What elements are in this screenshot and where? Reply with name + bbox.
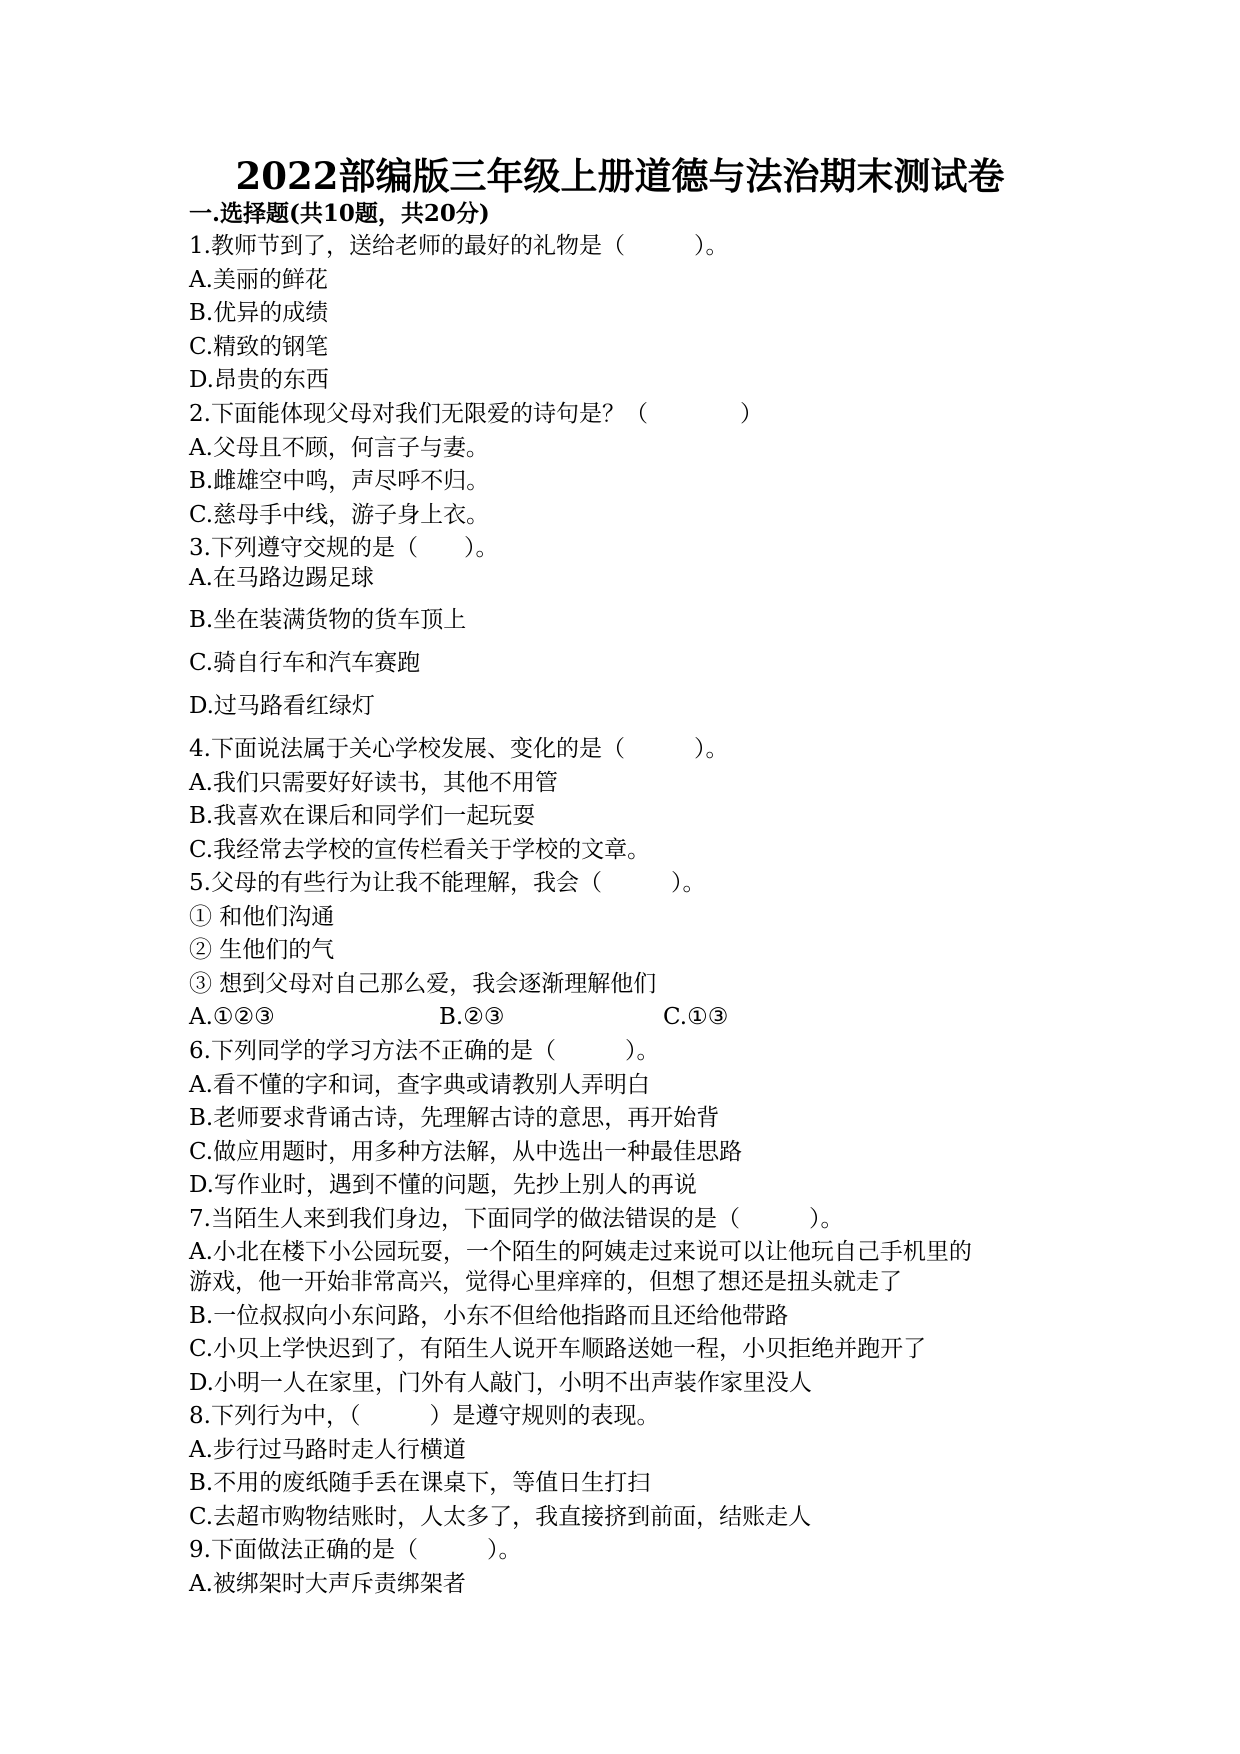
- question-6-stem: 6.下列同学的学习方法不正确的是（ ）。: [189, 1038, 660, 1064]
- question-8-option-b: B.不用的废纸随手丢在课桌下，等值日生打扫: [189, 1470, 651, 1496]
- question-6-option-d: D.写作业时，遇到不懂的问题，先抄上别人的再说: [189, 1172, 697, 1198]
- question-7-option-a-line-1: A.小北在楼下小公园玩耍，一个陌生的阿姨走过来说可以让他玩自己手机里的: [189, 1239, 972, 1265]
- question-5-option-c: C.①③: [663, 1004, 729, 1030]
- question-9-option-a: A.被绑架时大声斥责绑架者: [189, 1571, 466, 1597]
- question-6-option-a: A.看不懂的字和词，查字典或请教别人弄明白: [189, 1072, 650, 1098]
- question-2-option-a: A.父母且不顾，何言子与妻。: [189, 435, 489, 461]
- question-5-statement-2: ② 生他们的气: [189, 937, 335, 963]
- question-7-option-d: D.小明一人在家里，门外有人敲门，小明不出声装作家里没人: [189, 1370, 812, 1396]
- question-4-stem: 4.下面说法属于关心学校发展、变化的是（ ）。: [189, 736, 729, 762]
- question-3-option-d: D.过马路看红绿灯: [189, 693, 375, 719]
- question-7-option-c: C.小贝上学快迟到了，有陌生人说开车顺路送她一程，小贝拒绝并跑开了: [189, 1336, 927, 1362]
- question-3-option-c: C.骑自行车和汽车赛跑: [189, 650, 421, 676]
- question-7-option-b: B.一位叔叔向小东问路，小东不但给他指路而且还给他带路: [189, 1303, 789, 1329]
- question-3-option-a: A.在马路边踢足球: [189, 565, 374, 591]
- question-2-stem: 2.下面能体现父母对我们无限爱的诗句是？（ ）: [189, 401, 763, 427]
- question-1-option-b: B.优异的成绩: [189, 300, 329, 326]
- question-3-option-b: B.坐在装满货物的货车顶上: [189, 607, 467, 633]
- question-2-option-c: C.慈母手中线，游子身上衣。: [189, 502, 490, 528]
- question-4-option-c: C.我经常去学校的宣传栏看关于学校的文章。: [189, 837, 651, 863]
- question-1-stem: 1.教师节到了，送给老师的最好的礼物是（ ）。: [189, 233, 729, 259]
- question-5-option-a: A.①②③: [189, 1004, 275, 1030]
- page-title: 2022部编版三年级上册道德与法治期末测试卷: [235, 154, 1005, 198]
- question-8-option-a: A.步行过马路时走人行横道: [189, 1437, 466, 1463]
- question-1-option-c: C.精致的钢笔: [189, 334, 329, 360]
- question-5-statement-1: ① 和他们沟通: [189, 904, 335, 930]
- question-8-option-c: C.去超市购物结账时，人太多了，我直接挤到前面，结账走人: [189, 1504, 812, 1530]
- question-7-stem: 7.当陌生人来到我们身边，下面同学的做法错误的是（ ）。: [189, 1206, 844, 1232]
- question-1-option-a: A.美丽的鲜花: [189, 267, 328, 293]
- question-6-option-b: B.老师要求背诵古诗，先理解古诗的意思，再开始背: [189, 1105, 720, 1131]
- question-8-stem: 8.下列行为中，（ ）是遵守规则的表现。: [189, 1403, 660, 1429]
- question-3-stem: 3.下列遵守交规的是（ ）。: [189, 535, 499, 561]
- question-9-stem: 9.下面做法正确的是（ ）。: [189, 1537, 522, 1563]
- question-5-option-b: B.②③: [439, 1004, 505, 1030]
- question-5-stem: 5.父母的有些行为让我不能理解，我会（ ）。: [189, 870, 706, 896]
- question-2-option-b: B.雌雄空中鸣，声尽呼不归。: [189, 468, 490, 494]
- question-4-option-b: B.我喜欢在课后和同学们一起玩耍: [189, 803, 536, 829]
- section-heading: 一.选择题(共10题，共20分): [189, 200, 490, 227]
- question-1-option-d: D.昂贵的东西: [189, 367, 329, 393]
- question-6-option-c: C.做应用题时，用多种方法解，从中选出一种最佳思路: [189, 1139, 743, 1165]
- question-5-statement-3: ③ 想到父母对自己那么爱，我会逐渐理解他们: [189, 971, 657, 997]
- question-7-option-a-line-2: 游戏，他一开始非常高兴，觉得心里痒痒的，但想了想还是扭头就走了: [189, 1269, 902, 1295]
- question-4-option-a: A.我们只需要好好读书，其他不用管: [189, 770, 558, 796]
